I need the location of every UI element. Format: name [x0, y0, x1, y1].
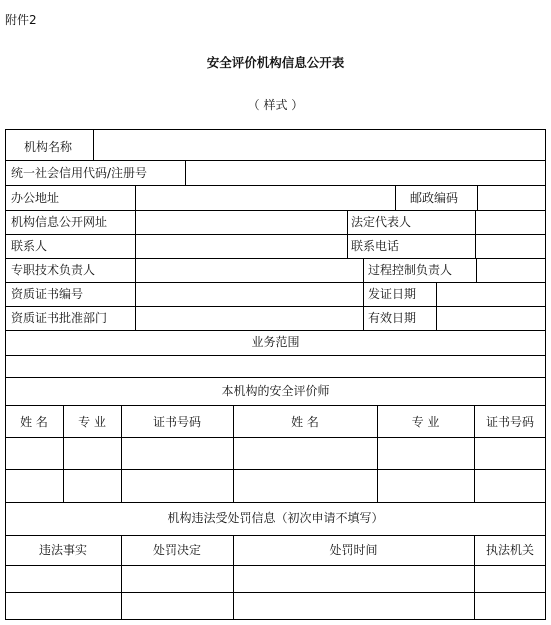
col-divider [436, 282, 437, 330]
label-office-address: 办公地址 [11, 191, 60, 205]
label-contact: 联系人 [11, 239, 48, 253]
row-divider [5, 306, 546, 307]
col-divider [476, 258, 477, 282]
label-org-name: 机构名称 [24, 140, 73, 154]
row-divider [5, 565, 546, 566]
col-divider [135, 185, 136, 330]
evaluator-col-name: 姓 名 [20, 415, 48, 429]
label-valid-date: 有效日期 [368, 311, 417, 325]
row-divider [5, 258, 546, 259]
page-subtitle: （ 样式 ） [247, 98, 304, 112]
row-divider [5, 355, 546, 356]
row-divider [5, 210, 546, 211]
label-website: 机构信息公开网址 [11, 215, 108, 229]
label-postal-code: 邮政编码 [410, 191, 459, 205]
row-divider [5, 160, 546, 161]
page-title: 安全评价机构信息公开表 [206, 55, 345, 70]
row-divider [5, 282, 546, 283]
row-divider [5, 535, 546, 536]
row-divider [5, 437, 546, 438]
penalty-col-fact: 违法事实 [38, 543, 87, 557]
penalty-col-time: 处罚时间 [329, 543, 378, 557]
col-divider [363, 258, 364, 282]
label-contact-phone: 联系电话 [351, 239, 400, 253]
attachment-label: 附件2 [5, 13, 37, 27]
row-divider [5, 185, 546, 186]
col-divider [93, 129, 94, 160]
col-divider [395, 185, 396, 210]
row-divider [5, 502, 546, 503]
row-divider [5, 405, 546, 406]
label-approval-dept: 资质证书批准部门 [11, 311, 108, 325]
col-divider [347, 210, 348, 258]
evaluator-col-cert: 证书号码 [152, 415, 201, 429]
col-divider [185, 160, 186, 185]
label-legal-rep: 法定代表人 [351, 215, 412, 229]
penalty-col-agency: 执法机关 [485, 543, 534, 557]
label-penalty-title: 机构违法受处罚信息（初次申请不填写） [167, 511, 384, 525]
row-divider [5, 234, 546, 235]
row-divider [5, 377, 546, 378]
evaluator-col-major: 专 业 [411, 415, 440, 429]
evaluator-col-name: 姓 名 [291, 415, 319, 429]
penalty-col-decision: 处罚决定 [152, 543, 201, 557]
label-evaluators-title: 本机构的安全评价师 [221, 384, 330, 398]
evaluator-col-major: 专 业 [78, 415, 106, 429]
label-process-lead: 过程控制负责人 [368, 263, 453, 277]
label-issue-date: 发证日期 [368, 287, 417, 301]
label-cert-no: 资质证书编号 [11, 287, 84, 301]
evaluator-col-cert: 证书号码 [485, 415, 534, 429]
row-divider [5, 469, 546, 470]
label-business-scope: 业务范围 [251, 335, 300, 349]
col-divider [363, 282, 364, 330]
label-tech-lead: 专职技术负责人 [11, 263, 96, 277]
col-divider [475, 210, 476, 258]
row-divider [5, 330, 546, 331]
label-credit-code: 统一社会信用代码/注册号 [11, 166, 148, 180]
row-divider [5, 592, 546, 593]
col-divider [477, 185, 478, 210]
